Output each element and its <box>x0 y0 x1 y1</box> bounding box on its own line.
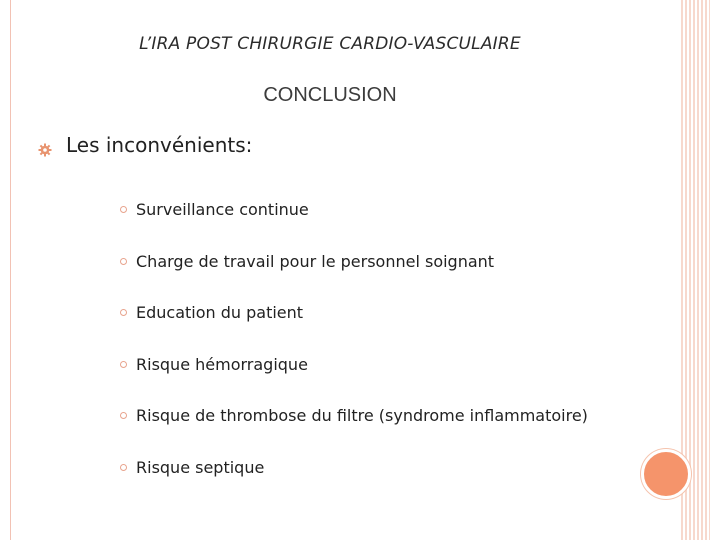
heading-bullet <box>38 133 252 157</box>
slide-title: L’IRA POST CHIRURGIE CARDIO-VASCULAIRE <box>139 34 521 54</box>
gear-bullet-icon <box>38 138 52 152</box>
heading-label: Les inconvénients: <box>66 133 253 157</box>
slide-subtitle: CONCLUSION <box>263 84 397 106</box>
ring-bullet-icon <box>120 309 127 316</box>
list-item <box>120 200 309 219</box>
decorative-circle <box>641 449 691 499</box>
list-item <box>120 458 264 477</box>
ring-bullet-icon <box>120 464 127 471</box>
list-item-label: Charge de travail pour le personnel soignant <box>136 252 495 271</box>
frame-left-line <box>10 0 11 540</box>
list-item <box>120 406 588 425</box>
list-item <box>120 252 494 271</box>
list-item-label: Risque de thrombose du filtre (syndrome inflammatoire) <box>136 406 588 425</box>
list-item <box>120 303 303 322</box>
ring-bullet-icon <box>120 258 127 265</box>
ring-bullet-icon <box>120 361 127 368</box>
list-item <box>120 355 308 374</box>
ring-bullet-icon <box>120 412 127 419</box>
list-item-label: Surveillance continue <box>136 200 309 219</box>
list-item-label: Education du patient <box>136 303 304 322</box>
list-item-label: Risque septique <box>136 458 265 477</box>
list-item-label: Risque hémorragique <box>136 355 308 374</box>
ring-bullet-icon <box>120 206 127 213</box>
